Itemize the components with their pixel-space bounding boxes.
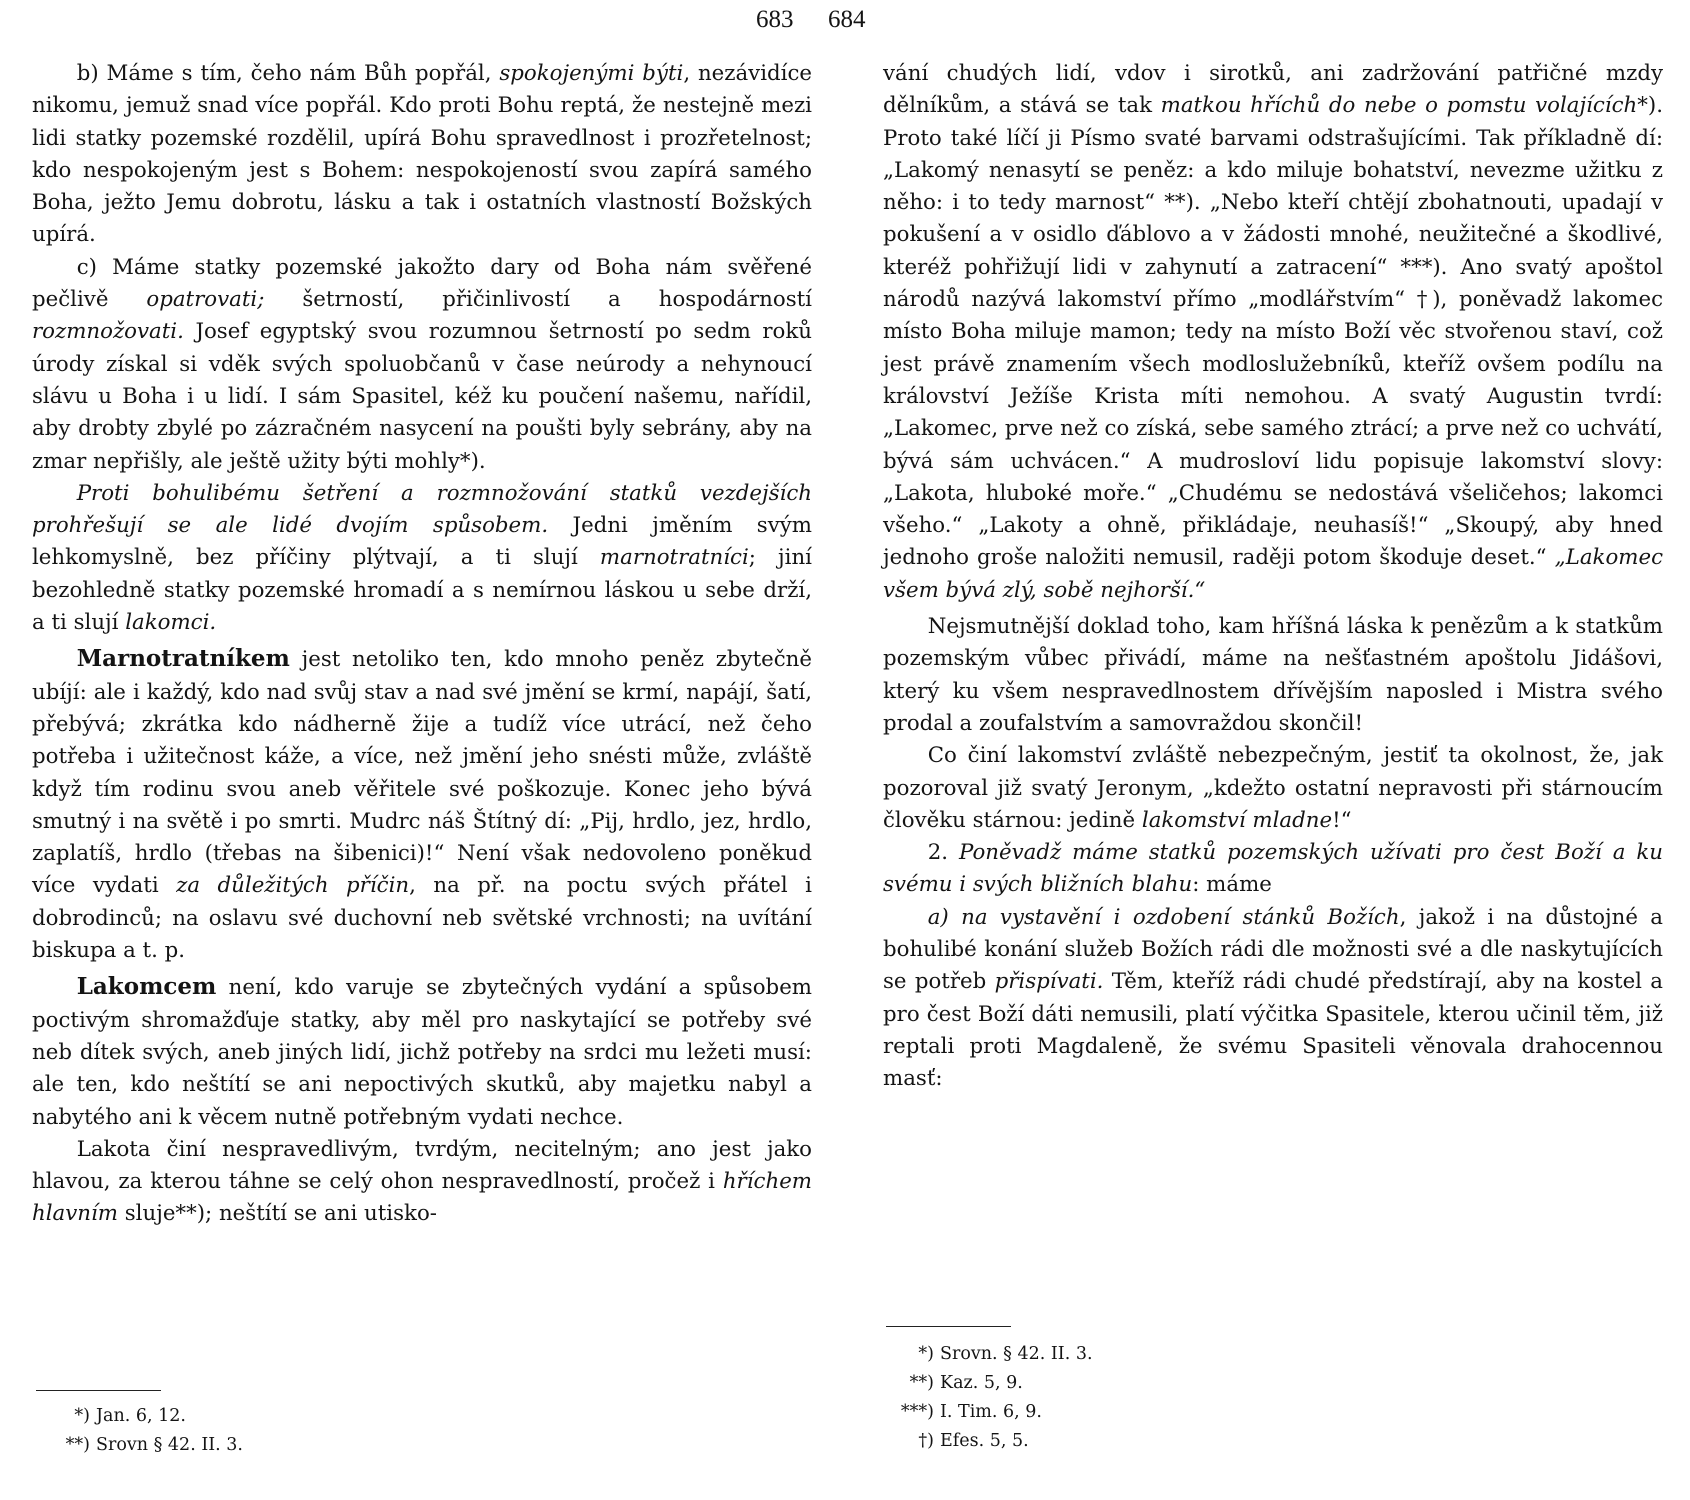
text-run: : máme	[1192, 872, 1272, 898]
paragraph	[32, 643, 812, 967]
text-run: Lakota činí nespravedlivým, tvrdým, necitelným; ano jest jako hlavou, za kterou táhne se celý ohon nespravedlností, pročež i	[32, 1136, 812, 1195]
footnote-mark: *)	[918, 1344, 934, 1364]
footnote-text: Srovn. § 42. II. 3.	[940, 1344, 1093, 1364]
italic-run: opatrovati;	[146, 287, 265, 313]
italic-run: přispívati.	[994, 969, 1104, 995]
italic-run: lakomci.	[125, 610, 217, 636]
italic-run: Proti bohulibému šetření a rozmnožování statků vezdejších prohřešují se ale lidé dvojím spůsobem.	[32, 480, 812, 539]
italic-run: rozmnožovati.	[32, 319, 184, 345]
italic-run: „Lakomec všem bývá zlý, sobě nejhorší.“	[883, 545, 1663, 603]
text-run: , jakož i na důstojné a bohulibé konání služeb Božích rádi dle možnosti své a dle naskytujících se potřeb	[883, 904, 1663, 995]
footnote-text: Srovn § 42. II. 3.	[96, 1435, 243, 1455]
italic-run: marnotratníci	[599, 545, 749, 571]
italic-run: lakomství mladne	[1141, 807, 1333, 833]
text-run: , nezávidíce nikomu, jemuž snad více popřál. Kdo proti Bohu reptá, že nestejně mezi lidi statky pozemské rozdělil, upírá Bohu spravedlnost i prozřetelnost; kdo nespokojeným jest s Bohem: nespokojeností svou zapírá samého Boha, ježto Jemu dobrotu, lásku a tak i ostatních vlastností Božských upírá.	[32, 61, 813, 248]
text-run: vání chudých lidí, vdov i sirotků, ani zadržování patřičné mzdy dělníkům, a stává se tak	[883, 61, 1663, 119]
text-run: , na př. na poctu svých přátel i dobrodinců; na oslavu své duchovní neb světské vrchnosti; na uvítání biskupa a t. p.	[32, 873, 812, 964]
footnote-text: I. Tim. 6, 9.	[940, 1402, 1042, 1422]
footnote-mark: **)	[909, 1373, 934, 1393]
text-run: Těm, kteříž rádi chudé předstírají, aby na kostel a pro čest Boží dáti nemusili, platí výčitka Spasitele, kterou učinil těm, již reptali proti Magdaleně, že svému Spasiteli věnovala drahocennou masť:	[883, 969, 1663, 1092]
footnote	[896, 1369, 1093, 1398]
footnote-mark: ***)	[900, 1402, 934, 1422]
right-footnotes	[896, 1340, 1093, 1456]
italic-run: a) na vystavění i ozdobení stánků Božích	[927, 904, 1400, 930]
paragraph	[883, 58, 1663, 607]
italic-run: spokojenými býti	[499, 61, 684, 86]
footnote-text: Jan. 6, 12.	[96, 1406, 186, 1426]
text-run: ; jiní bezohledně statky pozemské hromadí a s nemírnou láskou u sebe drží, a ti slují	[32, 545, 812, 636]
italic-run: Poněvadž máme statků pozemských užívati pro čest Boží a ku svému i svých bližních blahu	[883, 840, 1663, 898]
bold-term: Marnotratníkem	[76, 645, 290, 673]
paragraph	[883, 611, 1663, 740]
left-page-body	[32, 58, 812, 1231]
footnote-rule	[36, 1390, 161, 1391]
footnote	[52, 1431, 243, 1460]
text-run: *). Proto také líčí ji Písmo svaté barvami odstrašujícími. Tak příkladně dí: „Lakomý nenasytí se peněz: a kdo miluje bohatství, nevezme užitku z něho: i to tedy marnost“ **). „Nebo kteří chtějí zbohatnouti, upadají v pokušení a v osidlo ďáblovo a v žádosti mnohé, neužitečné a škodlivé, kteréž pohřižují lidi v zahynutí a zatracení“ ***). Ano svatý apoštol národů nazývá lakomství přímo „modlářstvím“ †), poněvadž lakomec místo Boha miluje mamon; tedy na místo Boží věc stvořenou staví, což jest právě znamením všech modloslužebníků, kteříž ovšem podílu na království Ježíše Krista míti nemohou. A svatý Augustin tvrdí: „Lakomec, prve než co získá, sebe samého ztrácí; a prve než co uchvátí, bývá sám uchvácen.“ A mudrosloví lidu popisuje lakomství slovy: „Lakota, hluboké moře.“ „Chudému se nedostává všeličehos; lakomci všeho.“ „Lakoty a ohně, přikládaje, neuhasíš!“ „Skoupý, aby hned jednoho groše naložiti nemusil, raději potom škoduje deset.“	[883, 93, 1663, 571]
footnote	[52, 1402, 243, 1431]
footnote-mark: **)	[65, 1435, 90, 1455]
text-run: jest netoliko ten, kdo mnoho peněz zbytečně ubíjí: ale i každý, kdo nad svůj stav a nad své jmění se krmí, napájí, šatí, přebývá; zkrátka kdo nádherně žije a tudíž více utrácí, než čeho potřeba i užitečnost káže, a více, než jmění jeho snésti může, zvláště když tím rodinu svou aneb věřitele své poškozuje. Konec jeho bývá smutný i na světě i po smrti. Mudrc náš Štítný dí: „Pij, hrdlo, jez, hrdlo, zaplatíš, hrdlo (třebas na šibenici)!“ Není však nedovoleno poněkud více vydati	[32, 647, 812, 899]
left-page-number: 683	[756, 6, 794, 33]
text-run: Co činí lakomství zvláště nebezpečným, jestiť ta okolnost, že, jak pozoroval již svatý Jeronym, „kdežto ostatní nepravosti při stárnoucím člověku stárnou: jedině	[883, 743, 1663, 833]
text-run: není, kdo varuje se zbytečných vydání a spůsobem poctivým shromažďuje statky, aby měl pro naskytající se potřeby své neb dítek svých, aneb jiných lidí, jichž potřeby na srdci mu ležeti musí: ale ten, kdo neštítí se ani nepoctivých skutků, aby majetku nabyl a nabytého ani k věcem nutně potřebným vydati nechce.	[32, 975, 812, 1130]
paragraph	[883, 740, 1663, 837]
paragraph	[32, 971, 812, 1133]
left-footnotes	[52, 1402, 243, 1460]
footnote-text: Kaz. 5, 9.	[940, 1373, 1023, 1393]
paragraph	[883, 837, 1663, 902]
text-run: c) Máme statky pozemské jakožto dary od Boha nám svěřené pečlivě	[32, 254, 812, 313]
footnote-mark: †)	[918, 1431, 934, 1451]
text-run: Nejsmutnější doklad toho, kam hříšná láska k penězům a k statkům pozemským vůbec přivádí, máme na nešťastném apoštolu Jidášovi, který ku všem nespravedlnostem dřívějším naposled i Mistra svého prodal a zoufalstvím a samovraždou skončil!	[883, 614, 1663, 736]
paragraph	[32, 1134, 812, 1231]
right-page-number: 684	[828, 6, 866, 33]
paragraph	[32, 252, 812, 478]
footnote-rule	[886, 1326, 1011, 1327]
text-run: sluje**); neštítí se ani utisko-	[117, 1201, 437, 1227]
footnote	[896, 1340, 1093, 1369]
text-run: 2.	[927, 840, 959, 866]
text-run: Josef egyptský svou rozumnou šetrností po sedm roků úrody získal si vděk svých spoluobčanů v čase neúrody a nehynoucí slávu u Boha i u lidí. I sám Spasitel, kéž ku poučení našemu, nařídil, aby drobty zbylé po zázračném nasycení na poušti byly sebrány, aby na zmar nepřišly, ale ještě užity býti mohly*).	[32, 319, 812, 474]
paragraph	[32, 478, 812, 639]
italic-run: hříchem hlavním	[32, 1169, 812, 1227]
text-run: b) Máme s tím, čeho nám Bůh popřál,	[76, 61, 500, 86]
bold-term: Lakomcem	[76, 973, 217, 1001]
footnote	[896, 1427, 1093, 1456]
right-page-body	[883, 58, 1663, 1096]
italic-run: za důležitých příčin	[176, 873, 410, 899]
text-run: Jedni jměním svým lehkomyslně, bez příčiny plýtvají, a ti slují	[32, 513, 812, 571]
italic-run: matkou hříchů do nebe o pomstu volajících	[1160, 93, 1638, 119]
footnote-text: Efes. 5, 5.	[940, 1431, 1029, 1451]
footnote	[896, 1398, 1093, 1427]
paragraph	[883, 902, 1663, 1096]
paragraph	[32, 58, 812, 252]
text-run: šetrností, přičinlivostí a hospodárností	[264, 287, 812, 313]
text-run: !“	[1332, 807, 1352, 833]
footnote-mark: *)	[74, 1406, 90, 1426]
